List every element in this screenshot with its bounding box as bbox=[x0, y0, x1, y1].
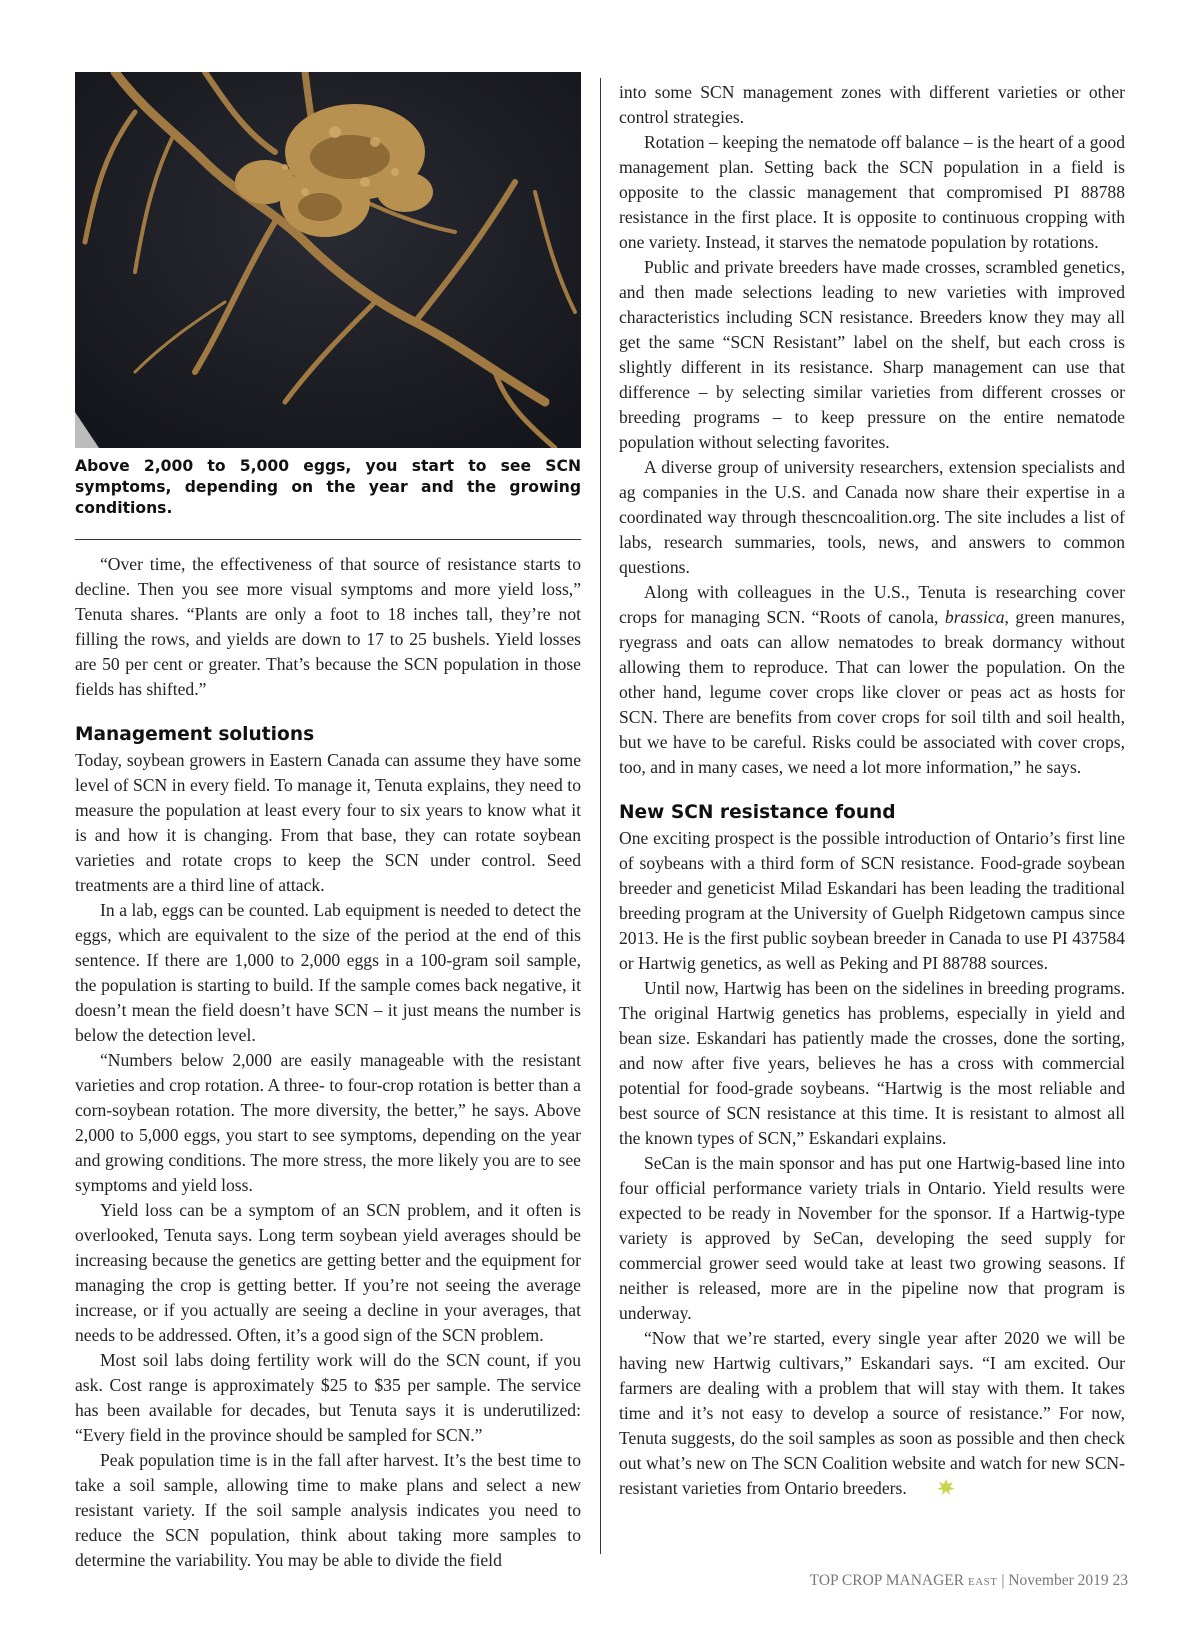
body-paragraph: “Over time, the effectiveness of that source of resistance starts to decline. Then you see more visual symptoms and more yield loss,” Tenuta shares. “Plants are only a foot to 18 inches tall, they’re not filling the rows, and yields are down to 17 to 25 bushels. Yield losses are 50 per cent or greater. That’s because the SCN population in those fields has shifted.” bbox=[75, 554, 581, 699]
photo-caption: Above 2,000 to 5,000 eggs, you start to see SCN symptoms, depending on the year and the growing conditions. bbox=[75, 457, 581, 517]
body-paragraph: Rotation – keeping the nematode off balance – is the heart of a good management plan. Setting back the SCN population in a field is opposite to the classic management that compromised PI 88788 resistance in the first place. It is opposite to continuous cropping with one variety. Instead, it starves the nematode population by rotations. bbox=[619, 132, 1125, 252]
text-run: , green manures, ryegrass and oats can allow nematodes to break dormancy without allowing them to reproduce. That can lower the population. On the other hand, legume cover crops like clover or peas act as hosts for SCN. There are benefits from cover crops for soil tilth and soil health, but we have to be careful. Risks could be associated with cover crops, too, and in many cases, we need a lot more information,” he says. bbox=[619, 607, 1125, 777]
page-footer bbox=[810, 1572, 1128, 1590]
right-column bbox=[619, 80, 1125, 1503]
body-paragraph: Public and private breeders have made crosses, scrambled genetics, and then made selections leading to new varieties with improved characteristics including SCN resistance. Breeders know they may all get the same “SCN Resistant” label on the shelf, but each cross is slightly different in its resistance. Sharp management can use that difference – by selecting similar varieties from different crosses or breeding programs – to keep pressure on the entire nematode population without selecting favorites. bbox=[619, 257, 1125, 452]
section-heading-management: Management solutions bbox=[75, 724, 315, 745]
publication-edition: EAST bbox=[967, 1576, 998, 1588]
section-heading-new-resistance: New SCN resistance found bbox=[619, 802, 896, 823]
publication-name: TOP CROP MANAGER bbox=[809, 1572, 965, 1589]
left-column bbox=[75, 72, 581, 1573]
body-paragraph: Peak population time is in the fall after harvest. It’s the best time to take a soil sample, allowing time to make plans and select a new resistant variety. If the soil sample analysis indicates you need to reduce the SCN population, think about taking more samples to determine the variability. You may be able to divide the field bbox=[75, 1450, 581, 1570]
body-paragraph: One exciting prospect is the possible introduction of Ontario’s first line of soybeans with a third form of SCN resistance. Food-grade soybean breeder and geneticist Milad Eskandari has been leading the traditional breeding program at the University of Guelph Ridgetown campus since 2013. He is the first public soybean breeder in Canada to use PI 437584 or Hartwig genetics, as well as Peking and PI 88788 sources. bbox=[619, 828, 1125, 973]
body-paragraph: Until now, Hartwig has been on the sidelines in breeding programs. The original Hartwig genetics has problems, especially in yield and bean size. Eskandari has patiently made the crosses, done the sorting, and now after five years, believes he has a cross with commercial potential for food-grade soybeans. “Hartwig is the most reliable and best source of SCN resistance at this time. It is resistant to almost all the known types of SCN,” Eskandari explains. bbox=[619, 978, 1125, 1148]
body-paragraph: In a lab, eggs can be counted. Lab equipment is needed to detect the eggs, which are equivalent to the size of the period at the end of this sentence. If there are 1,000 to 2,000 eggs in a 100-gram soil sample, the population is starting to build. If the sample comes back negative, it doesn’t mean the field doesn’t have SCN – it just means the number is below the detection level. bbox=[75, 900, 581, 1045]
scn-roots-photo bbox=[75, 72, 581, 448]
body-paragraph: Most soil labs doing fertility work will do the SCN count, if you ask. Cost range is approximately $25 to $35 per sample. The service has been available for decades, but Tenuta says it is underutilized: “Every field in the province should be sampled for SCN.” bbox=[75, 1350, 581, 1445]
body-paragraph: Yield loss can be a symptom of an SCN problem, and it often is overlooked, Tenuta says. Long term soybean yield averages should be increasing because the genetics are getting better and the equipment for managing the crop is getting better. If you’re not seeing the average increase, or if you actually are seeing a decline in your averages, that needs to be addressed. Often, it’s a good sign of the SCN problem. bbox=[75, 1200, 581, 1345]
caption-rule bbox=[75, 539, 581, 540]
column-divider bbox=[600, 78, 601, 1554]
body-paragraph: “Numbers below 2,000 are easily manageable with the resistant varieties and crop rotation. A three- to four-crop rotation is better than a corn-soybean rotation. The more diversity, the better,” he says. Above 2,000 to 5,000 eggs, you start to see symptoms, depending on the year and growing conditions. The more stress, the more likely you are to see symptoms and yield loss. bbox=[75, 1050, 581, 1195]
body-paragraph-cover-crops bbox=[619, 580, 1125, 780]
text-run: Along with colleagues in the U.S., Tenuta is researching cover crops for managing SCN. “Roots of canola, bbox=[619, 582, 1125, 627]
body-paragraph-final bbox=[619, 1326, 1125, 1503]
body-paragraph: into some SCN management zones with different varieties or other control strategies. bbox=[619, 82, 1125, 127]
leaf-icon bbox=[911, 1478, 956, 1503]
text-run: “Now that we’re started, every single year after 2020 we will be having new Hartwig cultivars,” Eskandari says. “I am excited. Our farmers are dealing with a problem that will stay with them. It takes time and it’s not easy to develop a source of resistance.” For now, Tenuta suggests, do the soil samples as soon as possible and then check out what’s new on The SCN Coalition website and watch for new SCN-resistant varieties from Ontario breeders. bbox=[619, 1328, 1125, 1498]
issue-date: November 2019 bbox=[1008, 1572, 1109, 1589]
italic-term: brassica bbox=[944, 607, 1005, 627]
body-paragraph: SeCan is the main sponsor and has put one Hartwig-based line into four official performance variety trials in Ontario. Yield results were expected to be ready in November for the sponsor. If a Hartwig-type variety is approved by SeCan, developing the seed supply for commercial grower seed would take at least two growing seasons. If neither is released, more are in the pipeline now that program is underway. bbox=[619, 1153, 1125, 1323]
page-number: 23 bbox=[1112, 1572, 1128, 1589]
body-paragraph: A diverse group of university researchers, extension specialists and ag companies in the U.S. and Canada now share their expertise in a coordinated way through thescncoalition.org. The site includes a list of labs, research summaries, tools, news, and answers to common questions. bbox=[619, 457, 1125, 577]
body-paragraph: Today, soybean growers in Eastern Canada can assume they have some level of SCN in every field. To manage it, Tenuta explains, they need to measure the population at least every four to six years to know what it is and how it is changing. From that base, they can rotate soybean varieties and rotate crops to keep the SCN under control. Seed treatments are a third line of attack. bbox=[75, 750, 581, 895]
roots-illustration bbox=[75, 72, 581, 448]
footer-separator: | bbox=[1001, 1572, 1005, 1589]
